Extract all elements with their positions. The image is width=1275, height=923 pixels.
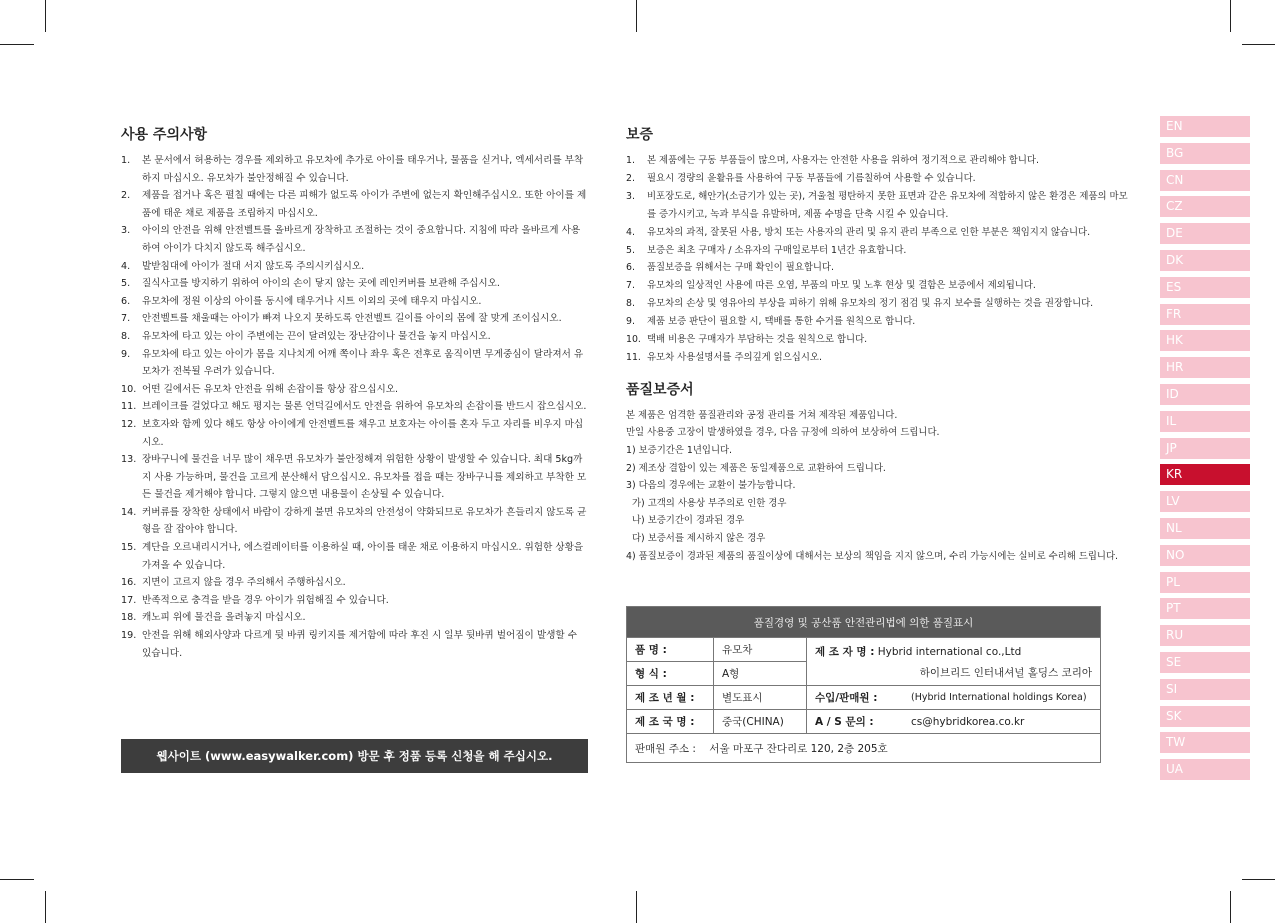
manufacturer-value: Hybrid international co.,Ltd (877, 645, 1022, 658)
item-number: 12. (121, 418, 137, 430)
item-number: 4. (626, 226, 635, 238)
seller-address-value: 서울 마포구 잔다리로 120, 2층 205호 (709, 742, 888, 755)
item-number: 5. (626, 244, 635, 256)
manufacturer-value-korean: 하이브리드 인터내셔널 홀딩스 코리아 (919, 666, 1092, 679)
item-text: 유모차의 손상 및 영유아의 부상을 피하기 위해 유모차의 정기 점검 및 유지 보수를 실행하는 것을 권장합니다. (647, 298, 1094, 310)
item-text: 안전을 위해 해외사양과 다르게 뒷 바퀴 링키지를 제거함에 따라 후진 시 일부 뒷바퀴 벌어짐이 발생할 수 있습니다. (142, 630, 577, 659)
as-inquiry-label: A / S 문의 : (807, 710, 912, 734)
item-text: 택배 비용은 구매자가 부담하는 것을 원칙으로 합니다. (647, 334, 868, 346)
country-label: 제 조 국 명 : (627, 710, 714, 734)
model-value: A형 (714, 662, 807, 686)
language-tab-de[interactable]: DE (1160, 223, 1250, 244)
list-item (121, 293, 588, 311)
usage-precautions-section (121, 126, 588, 662)
quality-label-table (626, 606, 1101, 763)
item-text: 품질보증을 위해서는 구매 확인이 필요합니다. (647, 262, 834, 274)
certificate-line: 3) 다음의 경우에는 교환이 불가능합니다. (626, 480, 796, 492)
item-number: 2. (626, 172, 635, 184)
importer-label: 수입/판매원 : (807, 686, 912, 710)
language-tab-fr[interactable]: FR (1160, 304, 1250, 325)
list-item (121, 381, 588, 399)
language-tab-pt[interactable]: PT (1160, 598, 1250, 619)
item-number: 3. (121, 225, 131, 237)
seller-address-row (627, 734, 1101, 763)
language-tab-sk[interactable]: SK (1160, 706, 1250, 727)
language-tab-bg[interactable]: BG (1160, 143, 1250, 164)
language-tab-il[interactable]: IL (1160, 411, 1250, 432)
item-number: 13. (121, 454, 137, 466)
item-number: 4. (121, 260, 131, 272)
language-tab-pl[interactable]: PL (1160, 572, 1250, 593)
item-text: 제품을 접거나 혹은 펼칠 때에는 다른 피해가 없도록 아이가 주변에 없는지 확인해주십시오. 또한 아이를 제품에 태운 채로 제품을 조립하지 마십시오. (142, 190, 587, 219)
list-item (121, 627, 588, 662)
item-text: 반족적으로 충격을 받을 경우 아이가 위험해질 수 있습니다. (142, 594, 389, 606)
product-name-value: 유모차 (714, 638, 807, 662)
item-number: 6. (121, 295, 131, 307)
item-number: 2. (121, 190, 131, 202)
item-text: 본 제품에는 구동 부품들이 많으며, 사용자는 안전한 사용을 위하여 정기적으로 관리해야 합니다. (647, 155, 1039, 166)
list-item (626, 295, 1136, 313)
list-item (121, 222, 588, 257)
language-tab-hr[interactable]: HR (1160, 357, 1250, 378)
country-value: 중국(CHINA) (714, 710, 807, 734)
item-text: 유모차에 타고 있는 아이 주변에는 끈이 달려있는 장난감이나 물건을 놓지 마십시오. (142, 330, 491, 342)
certificate-line: 4) 품질보증이 경과된 제품의 품질이상에 대해서는 보상의 책임을 지지 않으며, 수리 가능시에는 실비로 수리해 드립니다. (626, 550, 1119, 562)
language-tab-hk[interactable]: HK (1160, 330, 1250, 351)
item-text: 유모차에 정원 이상의 아이를 동시에 태우거나 시트 이외의 곳에 태우지 마십시오. (142, 295, 482, 307)
list-item (626, 152, 1136, 170)
item-text: 아이의 안전을 위해 안전벨트를 올바르게 장착하고 조절하는 것이 중요합니다. 지침에 따라 올바르게 사용하여 아이가 다치지 않도록 해주십시오. (142, 225, 581, 254)
language-tab-tw[interactable]: TW (1160, 732, 1250, 753)
manufacturer-label: 제 조 자 명 : (815, 645, 875, 658)
item-number: 14. (121, 506, 137, 518)
certificate-title: 품질보증서 (626, 381, 694, 398)
certificate-line: 가) 고객의 사용상 부주의로 인한 경우 (632, 497, 787, 509)
list-item (121, 592, 588, 610)
language-tab-jp[interactable]: JP (1160, 438, 1250, 459)
list-item (626, 277, 1136, 295)
language-tab-id[interactable]: ID (1160, 384, 1250, 405)
item-number: 11. (121, 401, 137, 413)
item-text: 캐노피 위에 물건을 올려놓지 마십시오. (142, 612, 306, 624)
item-number: 10. (121, 383, 137, 395)
item-number: 1. (626, 155, 635, 166)
item-text: 보증은 최초 구매자 / 소유자의 구매일로부터 1년간 유효합니다. (647, 244, 907, 256)
certificate-text (626, 407, 1136, 565)
language-tab-lv[interactable]: LV (1160, 491, 1250, 512)
precautions-list (121, 152, 588, 662)
certificate-line: 2) 제조상 결함이 있는 제품은 동일제품으로 교환하여 드립니다. (626, 462, 886, 474)
item-number: 19. (121, 630, 137, 642)
registration-banner: 웹사이트 (www.easywalker.com) 방문 후 정품 등록 신청을 해 주십시오. (121, 739, 588, 773)
list-item (121, 310, 588, 328)
item-text: 질식사고를 방지하기 위하여 아이의 손이 닿지 않는 곳에 레인커버를 보관해 주십시오. (142, 278, 500, 290)
list-item (626, 313, 1136, 331)
language-tab-se[interactable]: SE (1160, 652, 1250, 673)
seller-address-label: 판매원 주소 : (635, 742, 696, 755)
as-inquiry-value: cs@hybridkorea.co.kr (911, 710, 1101, 734)
certificate-line: 나) 보증기간이 경과된 경우 (632, 515, 745, 527)
item-number: 18. (121, 612, 137, 624)
list-item (121, 258, 588, 276)
item-text: 유모차의 과적, 잘못된 사용, 방치 또는 사용자의 관리 및 유지 관리 부족으로 인한 부분은 책임지지 않습니다. (647, 226, 1091, 238)
manufacturer-cell (807, 638, 1101, 686)
item-number: 15. (121, 542, 137, 554)
item-number: 17. (121, 594, 137, 606)
item-text: 지면이 고르지 않을 경우 주의해서 주행하십시오. (142, 577, 346, 589)
language-tab-es[interactable]: ES (1160, 277, 1250, 298)
item-number: 9. (121, 348, 131, 360)
item-number: 10. (626, 334, 641, 346)
list-item (121, 152, 588, 187)
language-tab-no[interactable]: NO (1160, 545, 1250, 566)
list-item (121, 504, 588, 539)
list-item (121, 398, 588, 416)
list-item (626, 259, 1136, 277)
item-number: 6. (626, 262, 635, 274)
item-text: 제품 보증 판단이 필요할 시, 택배를 통한 수거를 원칙으로 합니다. (647, 316, 916, 328)
language-tab-cz[interactable]: CZ (1160, 196, 1250, 217)
item-text: 안전벨트를 채울때는 아이가 빠져 나오지 못하도록 안전벨트 길이를 아이의 몸에 잘 맞게 조이십시오. (142, 313, 562, 325)
item-number: 8. (121, 330, 131, 342)
item-text: 브레이크를 걸었다고 해도 평지는 물론 언덕길에서도 안전을 위하여 유모차의 손잡이를 반드시 잡으십시오. (142, 401, 587, 413)
list-item (626, 331, 1136, 349)
certificate-line: 만일 사용중 고장이 발생하였을 경우, 다음 규정에 의하여 보상하여 드립니다. (626, 427, 940, 439)
list-item (121, 416, 588, 451)
item-text: 본 문서에서 허용하는 경우를 제외하고 유모차에 추가로 아이를 태우거나, 물품을 싣거나, 엑세서리를 부착하지 마십시오. 유모차가 불안정해질 수 있습니다. (142, 155, 584, 184)
item-text: 발받침대에 아이가 절대 서지 않도록 주의시키십시오. (142, 260, 365, 272)
item-text: 유모차의 일상적인 사용에 따른 오염, 부품의 마모 및 노후 현상 및 결함은 보증에서 제외됩니다. (647, 280, 1036, 292)
language-tab-si[interactable]: SI (1160, 679, 1250, 700)
list-item (121, 346, 588, 381)
item-text: 커버류를 장착한 상태에서 바람이 강하게 불면 유모차의 안전성이 약화되므로 유모차가 흔들리지 않도록 균형을 잘 잡아야 합니다. (142, 506, 587, 536)
list-item (626, 224, 1136, 242)
list-item (121, 275, 588, 293)
language-tab-dk[interactable]: DK (1160, 250, 1250, 271)
item-text: 필요시 경량의 윤활유를 사용하여 구동 부품들에 기름칠하여 사용할 수 있습니다. (647, 172, 976, 184)
item-number: 11. (626, 351, 641, 363)
warranty-title: 보증 (626, 127, 654, 143)
language-tab-en[interactable]: EN (1160, 116, 1250, 137)
item-number: 9. (626, 316, 635, 328)
item-number: 8. (626, 298, 635, 310)
language-tabs (1160, 116, 1250, 786)
item-text: 유모차에 타고 있는 아이가 몸을 지나치게 어깨 쪽이나 좌우 혹은 전후로 움직이면 무게중심이 달라져서 유모차가 전복될 우려가 있습니다. (142, 348, 584, 378)
language-tab-nl[interactable]: NL (1160, 518, 1250, 539)
list-item (121, 451, 588, 504)
item-text: 계단을 오르내리시거나, 에스컬레이터를 이용하실 때, 아이를 태운 채로 이용하지 마십시오. 위험한 상황을 가져올 수 있습니다. (142, 542, 584, 571)
certificate-line: 본 제품은 엄격한 품질관리와 공정 관리를 거쳐 제작된 제품입니다. (626, 409, 898, 421)
list-item (121, 187, 588, 222)
item-number: 7. (626, 280, 635, 292)
list-item (121, 574, 588, 592)
quality-table-header: 품질경영 및 공산품 안전관리법에 의한 품질표시 (627, 607, 1101, 638)
precautions-title: 사용 주의사항 (121, 127, 208, 143)
item-text: 비포장도로, 해안가(소금기가 있는 곳), 겨울철 평탄하지 못한 표면과 같은 유모차에 적합하지 않은 환경은 제품의 마모를 증가시키고, 녹과 부식을 유발하며, 제품 수명을 단축 시킬 수 있습니다. (647, 190, 1128, 220)
item-text: 보호자와 함께 있다 해도 항상 아이에게 안전벨트를 채우고 보호자는 아이를 혼자 두고 자리를 비우지 마십시오. (142, 418, 584, 448)
list-item (626, 188, 1136, 224)
item-number: 3. (626, 190, 635, 202)
language-tab-cn[interactable]: CN (1160, 170, 1250, 191)
product-name-label: 품 명 : (627, 638, 714, 662)
item-number: 16. (121, 577, 137, 589)
list-item (626, 242, 1136, 260)
item-number: 1. (121, 155, 131, 166)
item-text: 유모차 사용설명서를 주의깊게 읽으십시오. (647, 351, 822, 363)
item-number: 7. (121, 313, 131, 325)
language-tab-ru[interactable]: RU (1160, 625, 1250, 646)
list-item (626, 349, 1136, 367)
language-tab-ua[interactable]: UA (1160, 759, 1250, 780)
manufacture-date-label: 제 조 년 월 : (627, 686, 714, 710)
importer-value: (Hybrid International holdings Korea) (911, 686, 1101, 710)
warranty-list (626, 152, 1136, 367)
list-item (121, 328, 588, 346)
warranty-section (626, 126, 1136, 565)
list-item (121, 539, 588, 574)
item-text: 장바구니에 물건을 너무 많이 채우면 유모차가 불안정해져 위험한 상황이 발생할 수 있습니다. 최대 5kg까지 사용 가능하며, 물건을 고르게 분산해서 담으십시오. 유모차를 접을 때는 장바구니를 제외하고 부착한 모든 물건을 제거해야 합니다. 그렇지 않으면 내용물이 손상될 수 있습니다. (142, 454, 587, 501)
list-item (121, 609, 588, 627)
item-text: 어떤 길에서든 유모차 안전을 위해 손잡이를 항상 잡으십시오. (142, 383, 399, 395)
language-tab-kr[interactable]: KR (1160, 464, 1250, 485)
model-label: 형 식 : (627, 662, 714, 686)
certificate-line: 1) 보증기간은 1년입니다. (626, 445, 733, 457)
list-item (626, 170, 1136, 188)
manufacture-date-value: 별도표시 (714, 686, 807, 710)
item-number: 5. (121, 278, 131, 290)
certificate-line: 다) 보증서를 제시하지 않은 경우 (632, 533, 766, 545)
